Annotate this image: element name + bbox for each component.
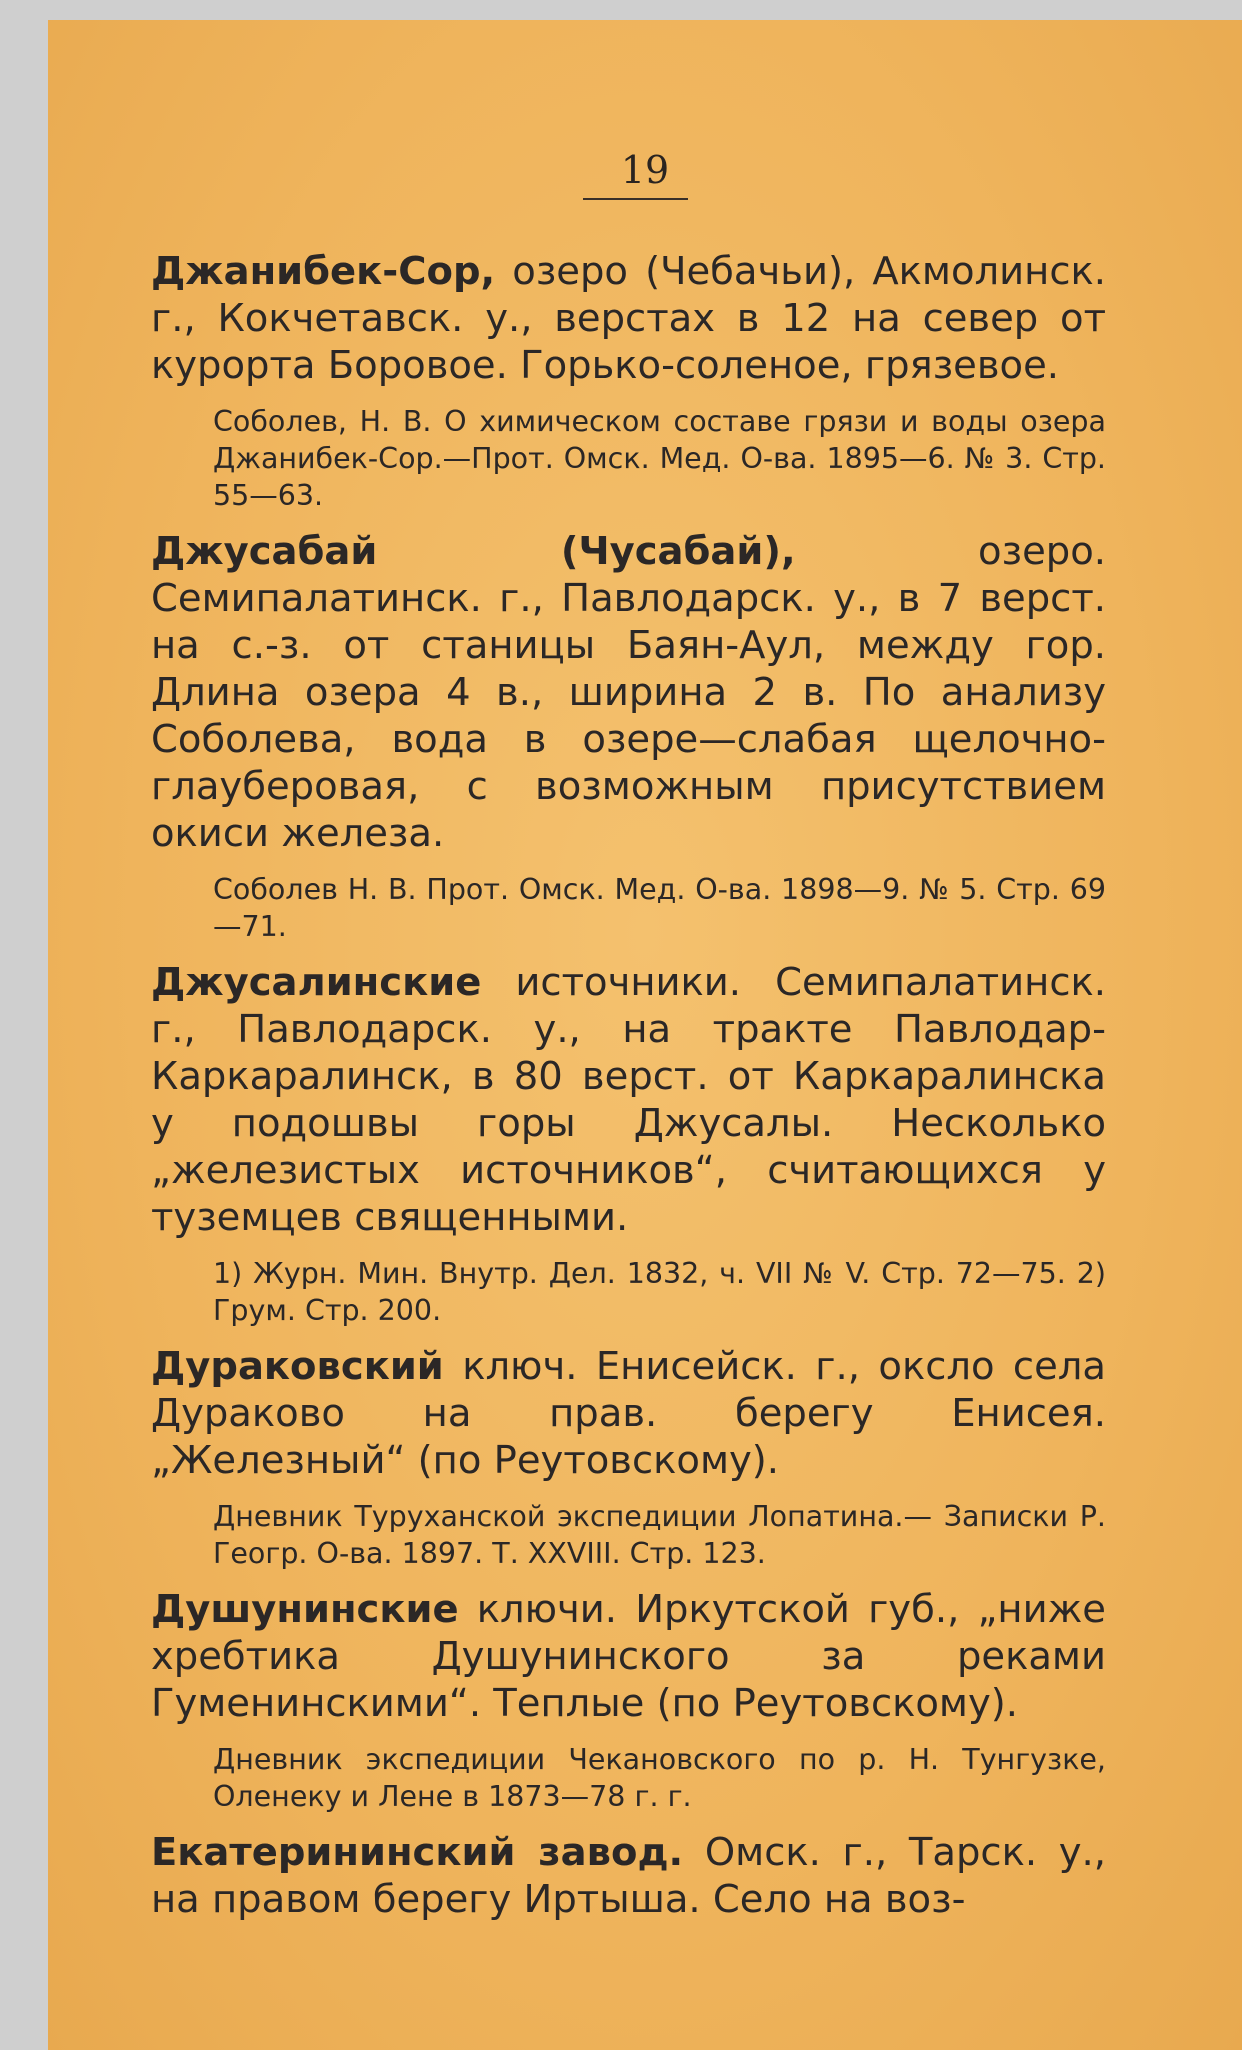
entry-term: Джанибек-Сор, bbox=[151, 249, 496, 294]
reference: Соболев, Н. В. О химическом составе грязи и воды озера Джанибек-Сор.—Прот. Омск. Мед. О-ва. 1895—6. № 3. Стр. 55—63. bbox=[213, 405, 1106, 512]
entry-text bbox=[151, 959, 1106, 1241]
entry-body: озеро (Чебачьи), Акмолинск. г., Кокчетавск. у., верстах в 12 на север от курорта Боровое. Горько-соленое, грязевое. bbox=[151, 249, 1106, 388]
entry-text bbox=[151, 1586, 1106, 1727]
reference: Дневник экспедиции Чекановского по р. Н. Тунгузке, Оленеку и Лене в 1873—78 г. г. bbox=[213, 1743, 1106, 1813]
entry-references bbox=[151, 1498, 1106, 1572]
entry-term: Екатерининский завод. bbox=[151, 1830, 684, 1875]
entry-term: Джусалинские bbox=[151, 960, 482, 1005]
entry-text bbox=[151, 528, 1106, 857]
entry-term: Душунинские bbox=[151, 1587, 459, 1632]
entry-text bbox=[151, 1343, 1106, 1484]
book-page bbox=[48, 20, 1242, 2050]
page-content bbox=[151, 248, 1106, 1937]
entry-body: ключи. Иркутской губ., „ниже хребтика Душунинского за реками Гуменинскими“. Теплые (по Реутовскому). bbox=[151, 1587, 1106, 1726]
reference: Соболев Н. В. Прот. Омск. Мед. О-ва. 1898—9. № 5. Стр. 69—71. bbox=[213, 873, 1106, 943]
entry-body: источники. Семипалатинск. г., Павлодарск. у., на тракте Павлодар-Каркаралинск, в 80 верст. от Каркаралинска у подошвы горы Джусалы. Несколько „железистых источников“, считающихся у туземцев священными. bbox=[151, 960, 1106, 1240]
entry-body: ключ. Енисейск. г., оксло села Дураково на прав. берегу Енисея. „Железный“ (по Реутовскому). bbox=[151, 1344, 1106, 1483]
reference: 1) Журн. Мин. Внутр. Дел. 1832, ч. VII № V. Стр. 72—75. 2) Грум. Стр. 200. bbox=[213, 1257, 1106, 1327]
entry-term: Джусабай (Чусабай), bbox=[151, 529, 796, 574]
entry-dushuninskie bbox=[151, 1586, 1106, 1815]
entry-dzhusalinskie bbox=[151, 959, 1106, 1329]
entry-body: Омск. г., Тарск. у., на правом берегу Иртыша. Село на воз- bbox=[151, 1830, 1106, 1922]
entry-text bbox=[151, 1829, 1106, 1923]
reference: Дневник Туруханской экспедиции Лопатина.— Записки Р. Геогр. О-ва. 1897. Т. XXVIII. Стр. 123. bbox=[213, 1500, 1106, 1570]
entry-dzhanibek-sor bbox=[151, 248, 1106, 514]
entry-ekaterininsky bbox=[151, 1829, 1106, 1923]
entry-text bbox=[151, 248, 1106, 389]
entry-references bbox=[151, 1741, 1106, 1815]
page-number-rule bbox=[583, 198, 688, 200]
entry-dzhusabai bbox=[151, 528, 1106, 945]
entry-references bbox=[151, 1255, 1106, 1329]
entry-references bbox=[151, 871, 1106, 945]
entry-durakovsky bbox=[151, 1343, 1106, 1572]
entry-term: Дураковский bbox=[151, 1344, 444, 1389]
page-number: 19 bbox=[620, 148, 670, 192]
entry-references bbox=[151, 403, 1106, 514]
entry-body: озеро. Семипалатинск. г., Павлодарск. у., в 7 верст. на с.-з. от станицы Баян-Аул, между гор. Длина озера 4 в., ширина 2 в. По анализу Соболева, вода в озере—слабая щелочно-глауберовая, с возможным присутствием окиси железа. bbox=[151, 529, 1106, 856]
